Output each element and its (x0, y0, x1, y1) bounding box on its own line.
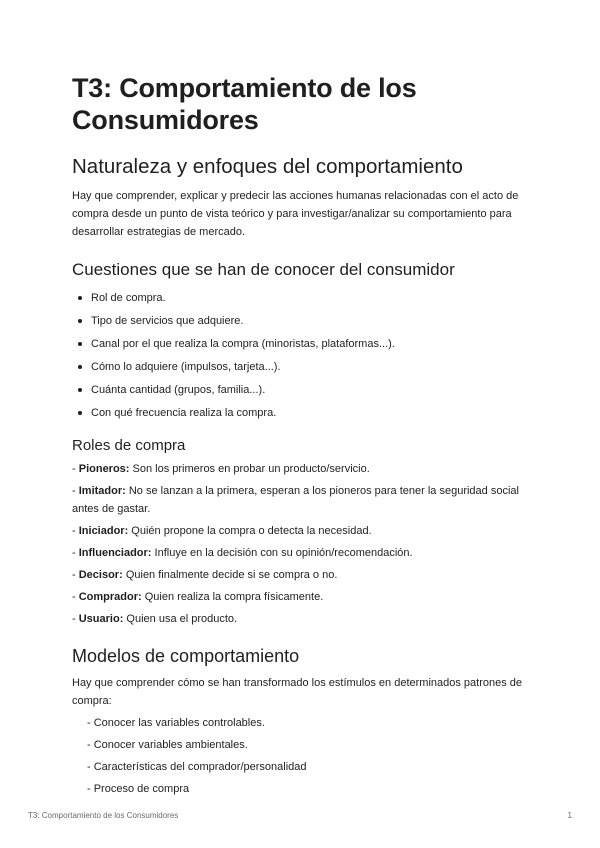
role-term: Influenciador: (78, 547, 152, 559)
section-heading-roles: Roles de compra (72, 437, 186, 454)
bullet-icon (78, 342, 82, 346)
cuestiones-list (72, 289, 534, 422)
list-item: Tipo de servicios que adquiere. (72, 312, 534, 330)
bullet-icon (78, 365, 82, 369)
footer-doc-title: T3: Comportamiento de los Consumidores (28, 811, 179, 820)
bullet-icon (78, 319, 82, 323)
bullet-icon (78, 296, 82, 300)
list-item: Con qué frecuencia realiza la compra. (72, 404, 534, 422)
section-paragraph-naturaleza: Hay que comprender, explicar y predecir las acciones humanas relacionadas con el acto de compra desde un punto de vista teórico y para investigar/analizar su comportamiento para desarrollar estrategias de mercado. (72, 190, 519, 238)
role-item: - Iniciador: Quién propone la compra o detecta la necesidad. (72, 525, 372, 537)
list-item: - Conocer variables ambientales. (87, 739, 248, 751)
list-item: - Características del comprador/personalidad (87, 761, 307, 773)
document-page (72, 72, 534, 802)
list-item: Canal por el que realiza la compra (minoristas, plataformas...). (72, 335, 534, 353)
models-section (72, 644, 534, 798)
role-item: - Comprador: Quien realiza la compra físicamente. (72, 591, 324, 603)
section-heading-modelos: Modelos de comportamiento (72, 646, 300, 666)
role-term: Decisor: (78, 569, 123, 581)
bullet-icon (78, 388, 82, 392)
role-item: - Pioneros: Son los primeros en probar un producto/servicio. (72, 463, 370, 475)
list-item: Cuánta cantidad (grupos, familia...). (72, 381, 534, 399)
role-term: Pioneros: (78, 463, 130, 475)
role-item: - Influenciador: Influye en la decisión con su opinión/recomendación. (72, 547, 413, 559)
role-term: Usuario: (78, 613, 124, 625)
modelos-list (72, 714, 534, 798)
list-item: Rol de compra. (72, 289, 534, 307)
bullet-icon (78, 411, 82, 415)
role-term: Comprador: (78, 591, 142, 603)
section-paragraph-modelos: Hay que comprender cómo se han transformado los estímulos en determinados patrones de compra: (72, 677, 523, 707)
list-item: - Conocer las variables controlables. (87, 717, 265, 729)
list-item: - Proceso de compra (87, 783, 190, 795)
role-item: - Decisor: Quien finalmente decide si se compra o no. (72, 569, 338, 581)
role-item: - Imitador: No se lanzan a la primera, esperan a los pioneros para tener la seguridad social antes de gastar. (72, 485, 519, 515)
role-item: - Usuario: Quien usa el producto. (72, 613, 238, 625)
list-item: Cómo lo adquiere (impulsos, tarjeta...). (72, 358, 534, 376)
section-heading-naturaleza: Naturaleza y enfoques del comportamiento (72, 155, 463, 178)
section-heading-cuestiones: Cuestiones que se han de conocer del consumidor (72, 260, 455, 279)
page-title: T3: Comportamiento de los Consumidores (72, 73, 417, 135)
role-term: Iniciador: (78, 525, 129, 537)
footer-page-number: 1 (567, 811, 572, 820)
roles-list (72, 460, 534, 628)
role-term: Imitador: (78, 485, 126, 497)
